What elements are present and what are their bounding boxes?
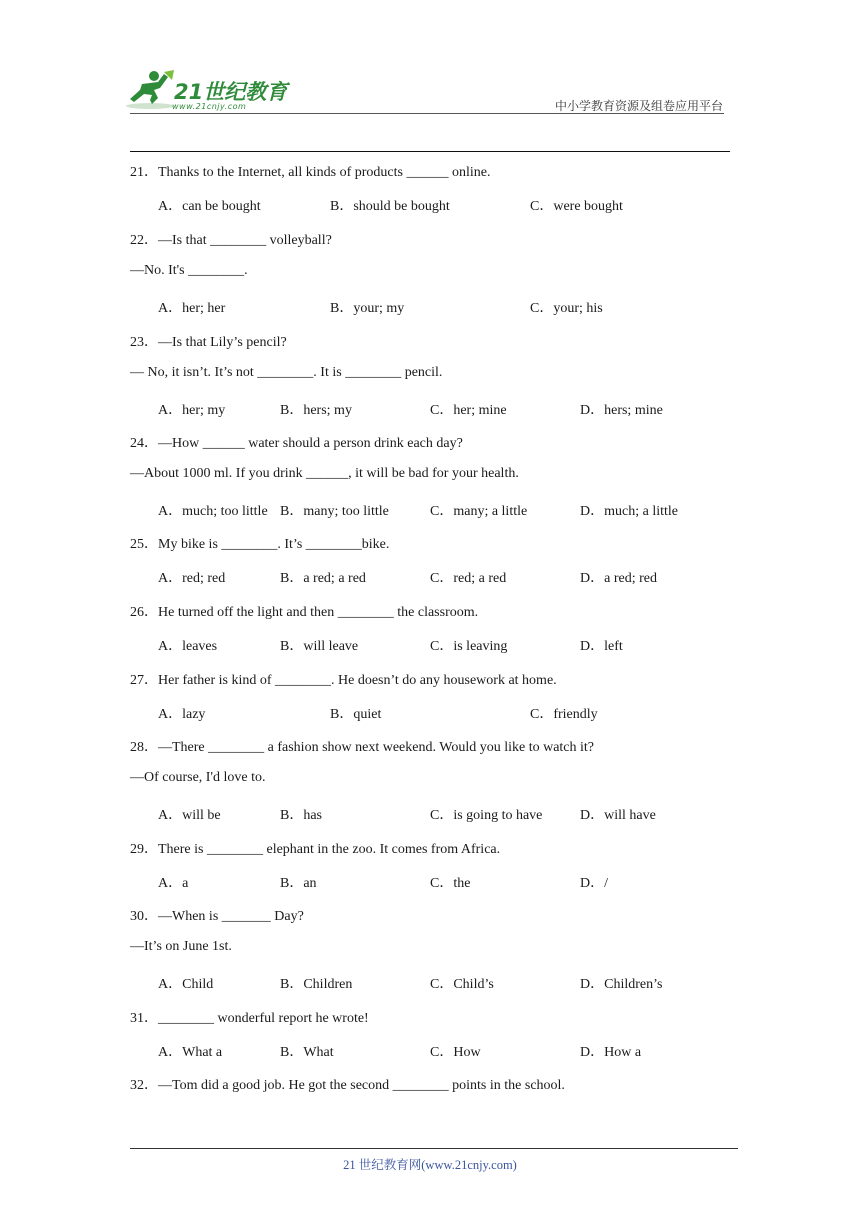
answer-option: A．lazy	[158, 707, 206, 722]
platform-name: 中小学教育资源及组卷应用平台	[554, 99, 723, 113]
question-text: 26．He turned off the light and then ________ the classroom.	[130, 605, 479, 620]
answer-option: A．Child	[158, 977, 214, 992]
question-text: 32．—Tom did a good job. He got the second ________ points in the school.	[130, 1078, 565, 1093]
question-reply: —No. It's ________.	[130, 263, 248, 278]
question-text: 23．—Is that Lily’s pencil?	[130, 335, 287, 350]
question-text: 31．________ wonderful report he wrote!	[130, 1011, 369, 1026]
answer-option: B．will leave	[280, 639, 359, 654]
answer-option: D．a red; red	[580, 571, 657, 586]
answer-option: D．How a	[580, 1045, 642, 1060]
question-text: 29．There is ________ elephant in the zoo. It comes from Africa.	[130, 842, 501, 857]
question-text: 30．—When is _______ Day?	[130, 909, 304, 924]
footer-text: 21 世纪教育网(www.21cnjy.com)	[343, 1158, 517, 1172]
answer-option: D．left	[580, 639, 623, 654]
answer-option: C．is going to have	[430, 808, 543, 823]
answer-option: B．quiet	[330, 707, 382, 722]
answer-option: C．Child’s	[430, 977, 494, 992]
site-logo	[124, 68, 294, 118]
answer-option: D．hers; mine	[580, 403, 663, 418]
footer-divider	[130, 1148, 738, 1149]
answer-option: A．her; her	[158, 301, 226, 316]
header-divider	[130, 113, 724, 114]
page-header	[0, 0, 860, 120]
answer-option: A．a	[158, 876, 189, 891]
logo-url: www.21cnjy.com	[172, 102, 247, 111]
answer-option: C．your; his	[530, 301, 603, 316]
question-reply: —About 1000 ml. If you drink ______, it will be bad for your health.	[130, 466, 519, 481]
answer-option: C．the	[430, 876, 471, 891]
question-text: 24．—How ______ water should a person drink each day?	[130, 436, 463, 451]
answer-option: B．should be bought	[330, 199, 450, 214]
question-reply: —It’s on June 1st.	[130, 939, 232, 954]
question-text: 28．—There ________ a fashion show next weekend. Would you like to watch it?	[130, 740, 595, 755]
answer-option: C．friendly	[530, 707, 598, 722]
answer-option: A．What a	[158, 1045, 223, 1060]
answer-option: A．can be bought	[158, 199, 261, 214]
answer-option: A．much; too little	[158, 504, 268, 519]
answer-option: C．is leaving	[430, 639, 508, 654]
answer-option: D．/	[580, 876, 608, 891]
answer-option: B．many; too little	[280, 504, 389, 519]
answer-option: B．hers; my	[280, 403, 352, 418]
answer-option: B．your; my	[330, 301, 405, 316]
question-reply: — No, it isn’t. It’s not ________. It is ________ pencil.	[130, 365, 443, 380]
runner-icon	[124, 68, 176, 112]
question-text: 21．Thanks to the Internet, all kinds of products ______ online.	[130, 165, 491, 180]
answer-option: D．Children’s	[580, 977, 663, 992]
answer-option: A．leaves	[158, 639, 218, 654]
question-text: 22．—Is that ________ volleyball?	[130, 233, 332, 248]
answer-option: B．What	[280, 1045, 334, 1060]
answer-option: B．an	[280, 876, 317, 891]
question-text: 25．My bike is ________. It’s ________bike.	[130, 537, 390, 552]
answer-option: C．many; a little	[430, 504, 528, 519]
answer-option: C．How	[430, 1045, 481, 1060]
answer-option: D．much; a little	[580, 504, 678, 519]
content-top-divider	[130, 151, 730, 152]
answer-option: B．a red; a red	[280, 571, 366, 586]
logo-text: 21世纪教育	[174, 80, 288, 104]
question-text: 27．Her father is kind of ________. He doesn’t do any housework at home.	[130, 673, 557, 688]
answer-option: A．her; my	[158, 403, 226, 418]
answer-option: A．will be	[158, 808, 221, 823]
answer-option: C．were bought	[530, 199, 623, 214]
answer-option: B．Children	[280, 977, 353, 992]
question-reply: —Of course, I'd love to.	[130, 770, 266, 785]
answer-option: D．will have	[580, 808, 656, 823]
answer-option: A．red; red	[158, 571, 226, 586]
answer-option: C．red; a red	[430, 571, 507, 586]
answer-option: B．has	[280, 808, 322, 823]
answer-option: C．her; mine	[430, 403, 507, 418]
